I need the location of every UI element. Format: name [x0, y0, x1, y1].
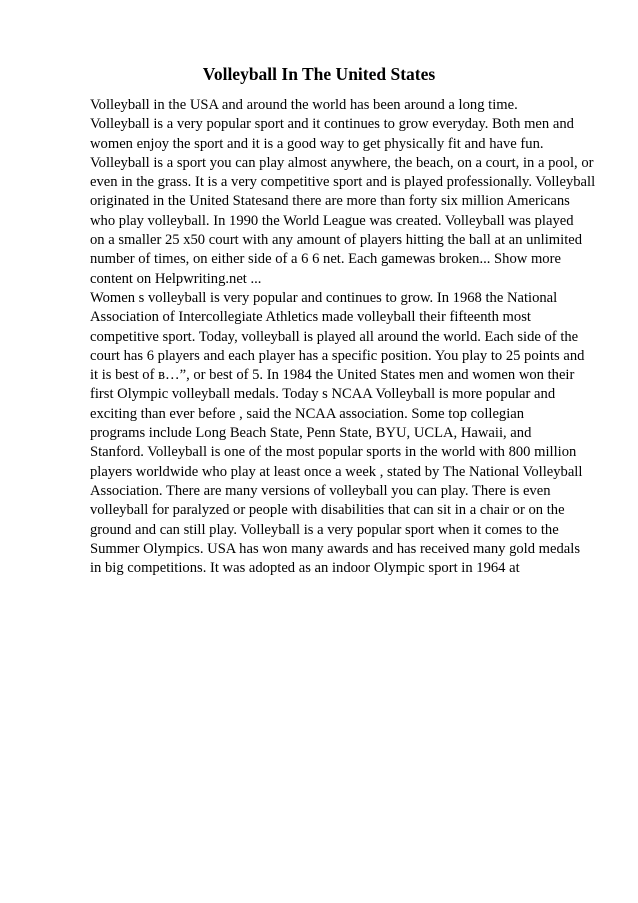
text-line: on a smaller 25 x50 court with any amount of players hitting the ball at an unlimited — [90, 232, 583, 249]
text-line: Volleyball in the USA and around the world has been around a long time. — [90, 97, 518, 113]
document-body — [90, 96, 610, 578]
text-line: it is best of в…”, or best of 5. In 1984 the United States men and women won their — [90, 367, 575, 384]
text-line: volleyball for paralyzed or people with disabilities that can sit in a chair or on the — [90, 502, 565, 519]
document-title: Volleyball In The United States — [202, 64, 436, 84]
text-line: Association. There are many versions of volleyball you can play. There is even — [90, 482, 551, 499]
text-line: number of times, on either side of a 6 6 net. Each gamewas broken... Show more — [90, 251, 561, 268]
text-line: originated in the United Statesand there are more than forty six million Americans — [90, 193, 570, 210]
text-line: Volleyball is a sport you can play almost anywhere, the beach, on a court, in a pool, or — [90, 154, 594, 171]
text-line: even in the grass. It is a very competitive sport and is played professionally. Volleyball — [90, 174, 596, 191]
text-line: ground and can still play. Volleyball is a very popular sport when it comes to the — [90, 521, 559, 538]
text-line: content on Helpwriting.net ... — [90, 270, 262, 287]
text-line: who play volleyball. In 1990 the World League was created. Volleyball was played — [90, 212, 574, 229]
text-line: Volleyball is a very popular sport and it continues to grow everyday. Both men and — [90, 116, 574, 133]
text-line: Women s volleyball is very popular and continues to grow. In 1968 the National — [90, 289, 558, 306]
text-line: court has 6 players and each player has a specific position. You play to 25 points and — [90, 347, 585, 364]
text-line: exciting than ever before , said the NCAA association. Some top collegian — [90, 405, 525, 422]
text-line: first Olympic volleyball medals. Today s NCAA Volleyball is more popular and — [90, 386, 556, 403]
text-line: competitive sport. Today, volleyball is played all around the world. Each side of the — [90, 328, 579, 345]
text-line: Stanford. Volleyball is one of the most popular sports in the world with 800 million — [90, 444, 577, 461]
text-line: Association of Intercollegiate Athletics made volleyball their fifteenth most — [90, 309, 531, 326]
text-line: Summer Olympics. USA has won many awards and has received many gold medals — [90, 540, 581, 557]
text-line: women enjoy the sport and it is a good way to get physically fit and have fun. — [90, 135, 544, 152]
text-line: programs include Long Beach State, Penn State, BYU, UCLA, Hawaii, and — [90, 425, 532, 442]
text-line: in big competitions. It was adopted as an indoor Olympic sport in 1964 at — [90, 560, 520, 577]
text-line: players worldwide who play at least once a week , stated by The National Volleyball — [90, 463, 583, 480]
